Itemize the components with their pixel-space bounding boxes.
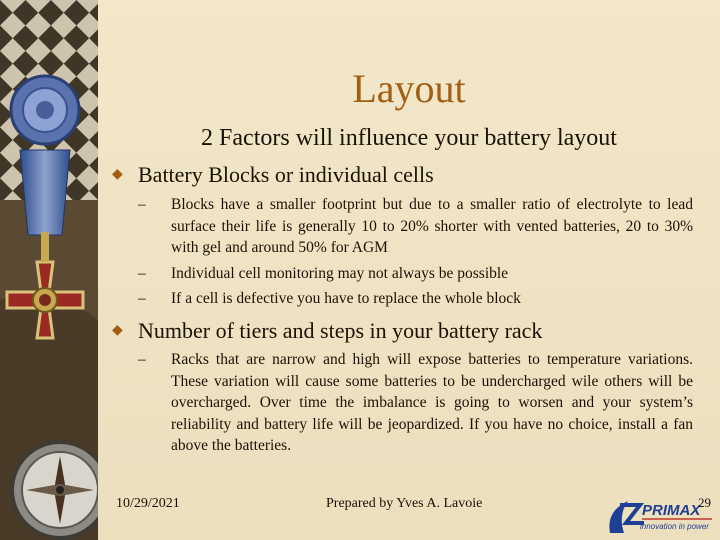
page-title: Layout: [352, 66, 466, 111]
list-item: [138, 288, 693, 310]
medal-compass-decoration: [0, 0, 98, 540]
page-number: 29: [698, 495, 711, 510]
dash-bullet-icon: –: [138, 351, 146, 368]
dash-bullet-icon: –: [138, 264, 146, 282]
sub-item-text: Blocks have a smaller footprint but due to a smaller ratio of electrolyte to lead surface their life is generally 10 to 20% shorter with vented batteries, 20 to 30% with gel and around 50% for AGM: [171, 196, 693, 256]
slide-subtitle: 2 Factors will influence your battery layout: [201, 125, 617, 151]
dash-bullet-icon: –: [138, 290, 146, 307]
compass: [12, 442, 98, 538]
bullet-battery-blocks: [112, 161, 712, 189]
bullet-text: Number of tiers and steps in your battery rack: [138, 318, 543, 343]
sub-item-text: Racks that are narrow and high will expose batteries to temperature variations. These variation will cause some batteries to be undercharged wile others will be overcharged. Over time the imbalance is going to worsen and your system’s reliability and battery life will be jeopardized. If you have no choice, install a fan above the batteries.: [171, 351, 693, 454]
logo-tagline: innovation in power: [640, 522, 709, 531]
diamond-bullet-icon: ◆: [112, 167, 123, 182]
list-item: [138, 263, 693, 285]
bullet-text: Battery Blocks or individual cells: [138, 162, 434, 187]
footer-presenter: Prepared by Yves A. Lavoie: [326, 496, 483, 511]
diamond-bullet-icon: ◆: [112, 323, 123, 338]
sub-list-tiers-steps: [138, 349, 693, 461]
logo-wordmark: PRIMAX: [642, 502, 701, 519]
sub-list-battery-blocks: [138, 194, 693, 314]
footer-date: 10/29/2021: [116, 496, 180, 511]
dash-bullet-icon: –: [138, 196, 146, 213]
list-item: [138, 349, 693, 457]
content-area: [98, 0, 720, 540]
list-item: [138, 194, 693, 259]
bullet-tiers-steps: [112, 317, 712, 345]
sub-item-text: Individual cell monitoring may not always be possible: [171, 264, 509, 282]
sub-item-text: If a cell is defective you have to replace the whole block: [171, 290, 521, 307]
